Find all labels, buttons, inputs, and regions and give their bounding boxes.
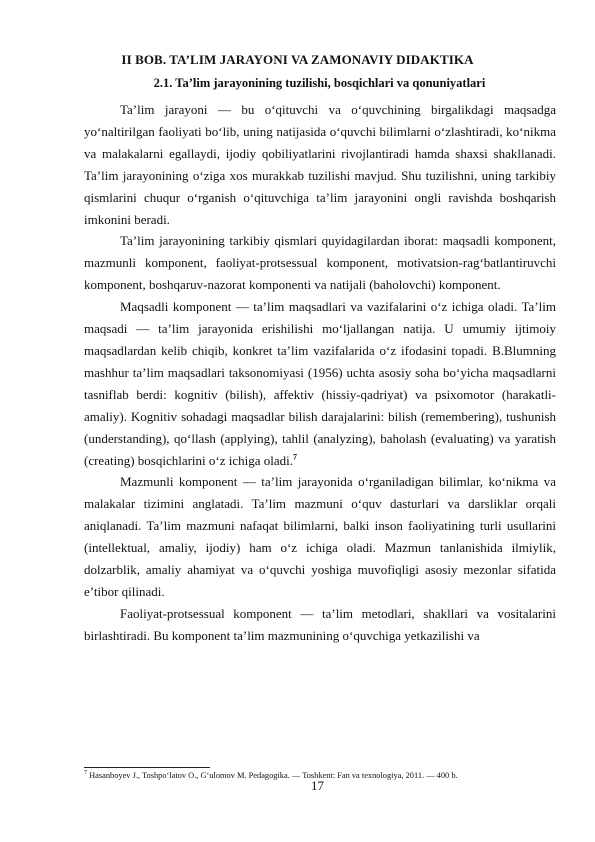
paragraph-1: Ta’lim jarayoni — bu o‘qituvchi va o‘quvchining birgalikdagi maqsadga yo‘naltirilgan faoliyati bo‘lib, uning natijasida o‘quvchi bilimlarni o‘zlashtiradi, ko‘nikma va malakalarni egallaydi, ijodiy qobiliyatlarini rivojlantiradi hamda shaxsi shakllanadi. Ta’lim jarayonining o‘ziga xos murakkab tuzilishi mavjud. Shu tuzilishni, uning tarkibiy qismlarini chuqur o‘rganish o‘qituvchiga ta’lim jarayonini ongli ravishda boshqarish imkonini beradi. bbox=[84, 102, 556, 227]
footnote-mark: 7 bbox=[84, 770, 87, 776]
paragraph-5: Faoliyat-protsessual komponent — ta’lim metodlari, shakllari va vositalarini birlashtiradi. Bu komponent ta’lim mazmunining o‘quvchiga yetkazilishi va bbox=[84, 605, 556, 643]
paragraph-4: Mazmunli komponent — ta’lim jarayonida o‘rganiladigan bilimlar, ko‘nikma va malakalar tizimini anglatadi. Ta’lim mazmuni o‘quv dasturlari va darsliklar orqali aniqlanadi. Ta’lim mazmuni nafaqat bilimlarni, balki inson faoliyatining turli usullarini (intellektual, amaliy, ijodiy) ham o‘z ichiga oladi. Mazmun tanlanishida ilmiylik, dolzarblik, amaliy ahamiyat va o‘quvchi yoshiga muvofiqligi asosiy mezonlar sifatida e’tibor qilinadi. bbox=[84, 474, 556, 599]
section-title: 2.1. Ta’lim jarayonining tuzilishi, bosqichlari va qonuniyatlari bbox=[153, 76, 486, 90]
paragraph-3-text: Maqsadli komponent — ta’lim maqsadlari va vazifalarini o‘z ichiga oladi. Ta’lim maqsadi — ta’lim jarayonida erishilishi mo‘ljallangan natija. U umumiy ijtimoiy maqsadlardan kelib chiqib, konkret ta’lim vazifalarida o‘z ifodasini topadi. B.Blumning mashhur ta’lim maqsadlari taksonomiyasi (1956) uchta asosiy soha bo‘yicha maqsadlarni tasniflab berdi: kognitiv (bilish), affektiv (hissiy-qadriyat) va psixomotor (harakatli-amaliy). Kognitiv sohadagi maqsadlar bilish darajalarini: bilish (remembering), tushunish (understanding), qo‘llash (applying), tahlil (analyzing), baholash (evaluating) va yaratish (creating) bosqichlarini o‘z ichiga oladi. bbox=[84, 299, 556, 468]
footnote-reference[interactable]: 7 bbox=[293, 452, 298, 462]
paragraph-3 bbox=[84, 296, 556, 471]
body-text bbox=[84, 99, 556, 647]
page-number: 17 bbox=[311, 778, 324, 793]
chapter-title: II BOB. TA’LIM JARAYONI VA ZAMONAVIY DIDAKTIKA bbox=[121, 52, 474, 67]
footnote-text: Hasanboyev J., Toshpo‘latov O., G‘ulomov M. Pedagogika. — Toshkent: Fan va texnologiya, 2011. — 400 b. bbox=[87, 770, 458, 780]
paragraph-2: Ta’lim jarayonining tarkibiy qismlari quyidagilardan iborat: maqsadli komponent, mazmunli komponent, faoliyat-protsessual komponent, motivatsion-rag‘batlantiruvchi komponent, boshqaruv-nazorat komponenti va natijali (baholovchi) komponent. bbox=[84, 233, 556, 293]
